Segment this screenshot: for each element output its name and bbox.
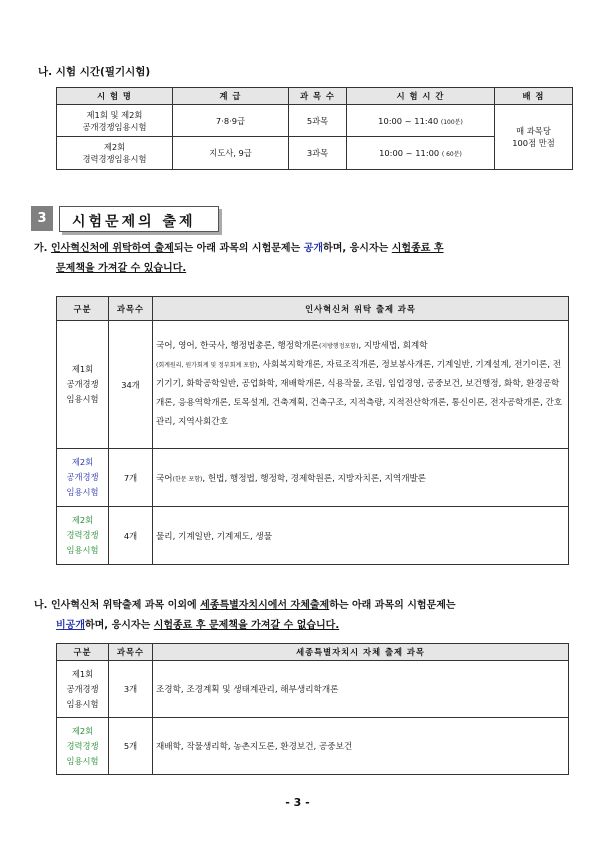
table-row (57, 718, 569, 775)
subject-count-cell: 7개 (109, 449, 153, 507)
table-row (57, 661, 569, 718)
subjects-cell: 조경학, 조경계획 및 생태계관리, 해부생리학개론 (153, 661, 569, 718)
page-number: - 3 - (285, 796, 310, 809)
column-header: 과목수 (109, 297, 153, 321)
column-header: 시 험 명 (57, 88, 173, 105)
self-set-subjects-table (56, 643, 569, 775)
column-header: 세종특별자치시 자체 출제 과목 (153, 644, 569, 661)
subject-count-cell: 5과목 (289, 105, 347, 137)
category-cell: 제1회 공개경쟁 임용시험 (57, 661, 109, 718)
category-cell: 제2회 경력경쟁 임용시험 (57, 507, 109, 565)
table-row (57, 105, 573, 137)
column-header: 과목수 (109, 644, 153, 661)
category-cell: 제2회 경력경쟁 임용시험 (57, 718, 109, 775)
subject-count-cell: 3과목 (289, 137, 347, 170)
column-header: 시 험 시 간 (347, 88, 495, 105)
score-cell: 매 과목당 100점 만점 (495, 105, 573, 170)
subject-count-cell: 34개 (109, 321, 153, 449)
column-header: 인사혁신처 위탁 출제 과목 (153, 297, 569, 321)
subjects-cell: 물리, 기계일반, 기계제도, 생물 (153, 507, 569, 565)
paragraph-na: 나. 인사혁신처 위탁출제 과목 이외에 세종특별자치시에서 자체출제하는 아래 과목의 시험문제는 비공개하며, 응시자는 시험종료 후 문제책을 가져갈 수 없습니다. (34, 600, 456, 631)
column-header: 배 점 (495, 88, 573, 105)
exam-name-cell: 제1회 및 제2회 공개경쟁임용시험 (57, 105, 173, 137)
column-header: 계 급 (173, 88, 289, 105)
subject-count-cell: 5개 (109, 718, 153, 775)
table-header-row (57, 644, 569, 661)
grade-cell: 7·8·9급 (173, 105, 289, 137)
grade-cell: 지도사, 9급 (173, 137, 289, 170)
table-header-row (57, 297, 569, 321)
subjects-cell: 국어, 영어, 한국사, 행정법총론, 행정학개론(지방행정포함), 지방세법, 회계학 (회계원리, 원가회계 및 정부회계 포함), 사회복지학개론, 자료조직개론, 정보봉사개론, 기계일반, 기계설계, 전기이론, 전기기기, 화학공학일반, 공업화학, 재배학개론, 식용작물, 조림, 임업경영, 공중보건, 보건행정, 화학, 환경공학개론, 응용역학개론, 토목설계, 건축계획, 건축구조, 지적측량, 지적전산학개론, 통신이론, 전자공학개론, 간호관리, 지역사회간호 (153, 321, 569, 449)
table-row (57, 449, 569, 507)
table-header-row (57, 88, 573, 105)
exam-name-cell: 제2회 경력경쟁임용시험 (57, 137, 173, 170)
exam-time-cell: 10:00 ~ 11:00 ( 60분) (347, 137, 495, 170)
section-title-box (59, 206, 219, 232)
category-cell: 제2회 공개경쟁 임용시험 (57, 449, 109, 507)
commissioned-subjects-table (56, 296, 569, 565)
exam-time-table (56, 87, 573, 170)
section-title: 시험문제의 출제 (72, 214, 196, 230)
column-header: 과 목 수 (289, 88, 347, 105)
subjects-cell: 재배학, 작물생리학, 농촌지도론, 환경보건, 공중보건 (153, 718, 569, 775)
table-row (57, 321, 569, 449)
section-heading-exam-time: 나. 시험 시간(필기시험) (38, 66, 151, 78)
column-header: 구분 (57, 644, 109, 661)
subjects-cell: 국어(한문 포함), 헌법, 행정법, 행정학, 경제학원론, 지방자치론, 지역개발론 (153, 449, 569, 507)
section-number-badge: 3 (31, 206, 53, 231)
paragraph-ga: 가. 인사혁신처에 위탁하여 출제되는 아래 과목의 시험문제는 공개하며, 응시자는 시험종료 후 문제책을 가져갈 수 있습니다. (34, 243, 444, 274)
subject-count-cell: 4개 (109, 507, 153, 565)
category-cell: 제1회 공개경쟁 임용시험 (57, 321, 109, 449)
subject-count-cell: 3개 (109, 661, 153, 718)
exam-time-cell: 10:00 ~ 11:40 (100분) (347, 105, 495, 137)
column-header: 구분 (57, 297, 109, 321)
table-row (57, 507, 569, 565)
